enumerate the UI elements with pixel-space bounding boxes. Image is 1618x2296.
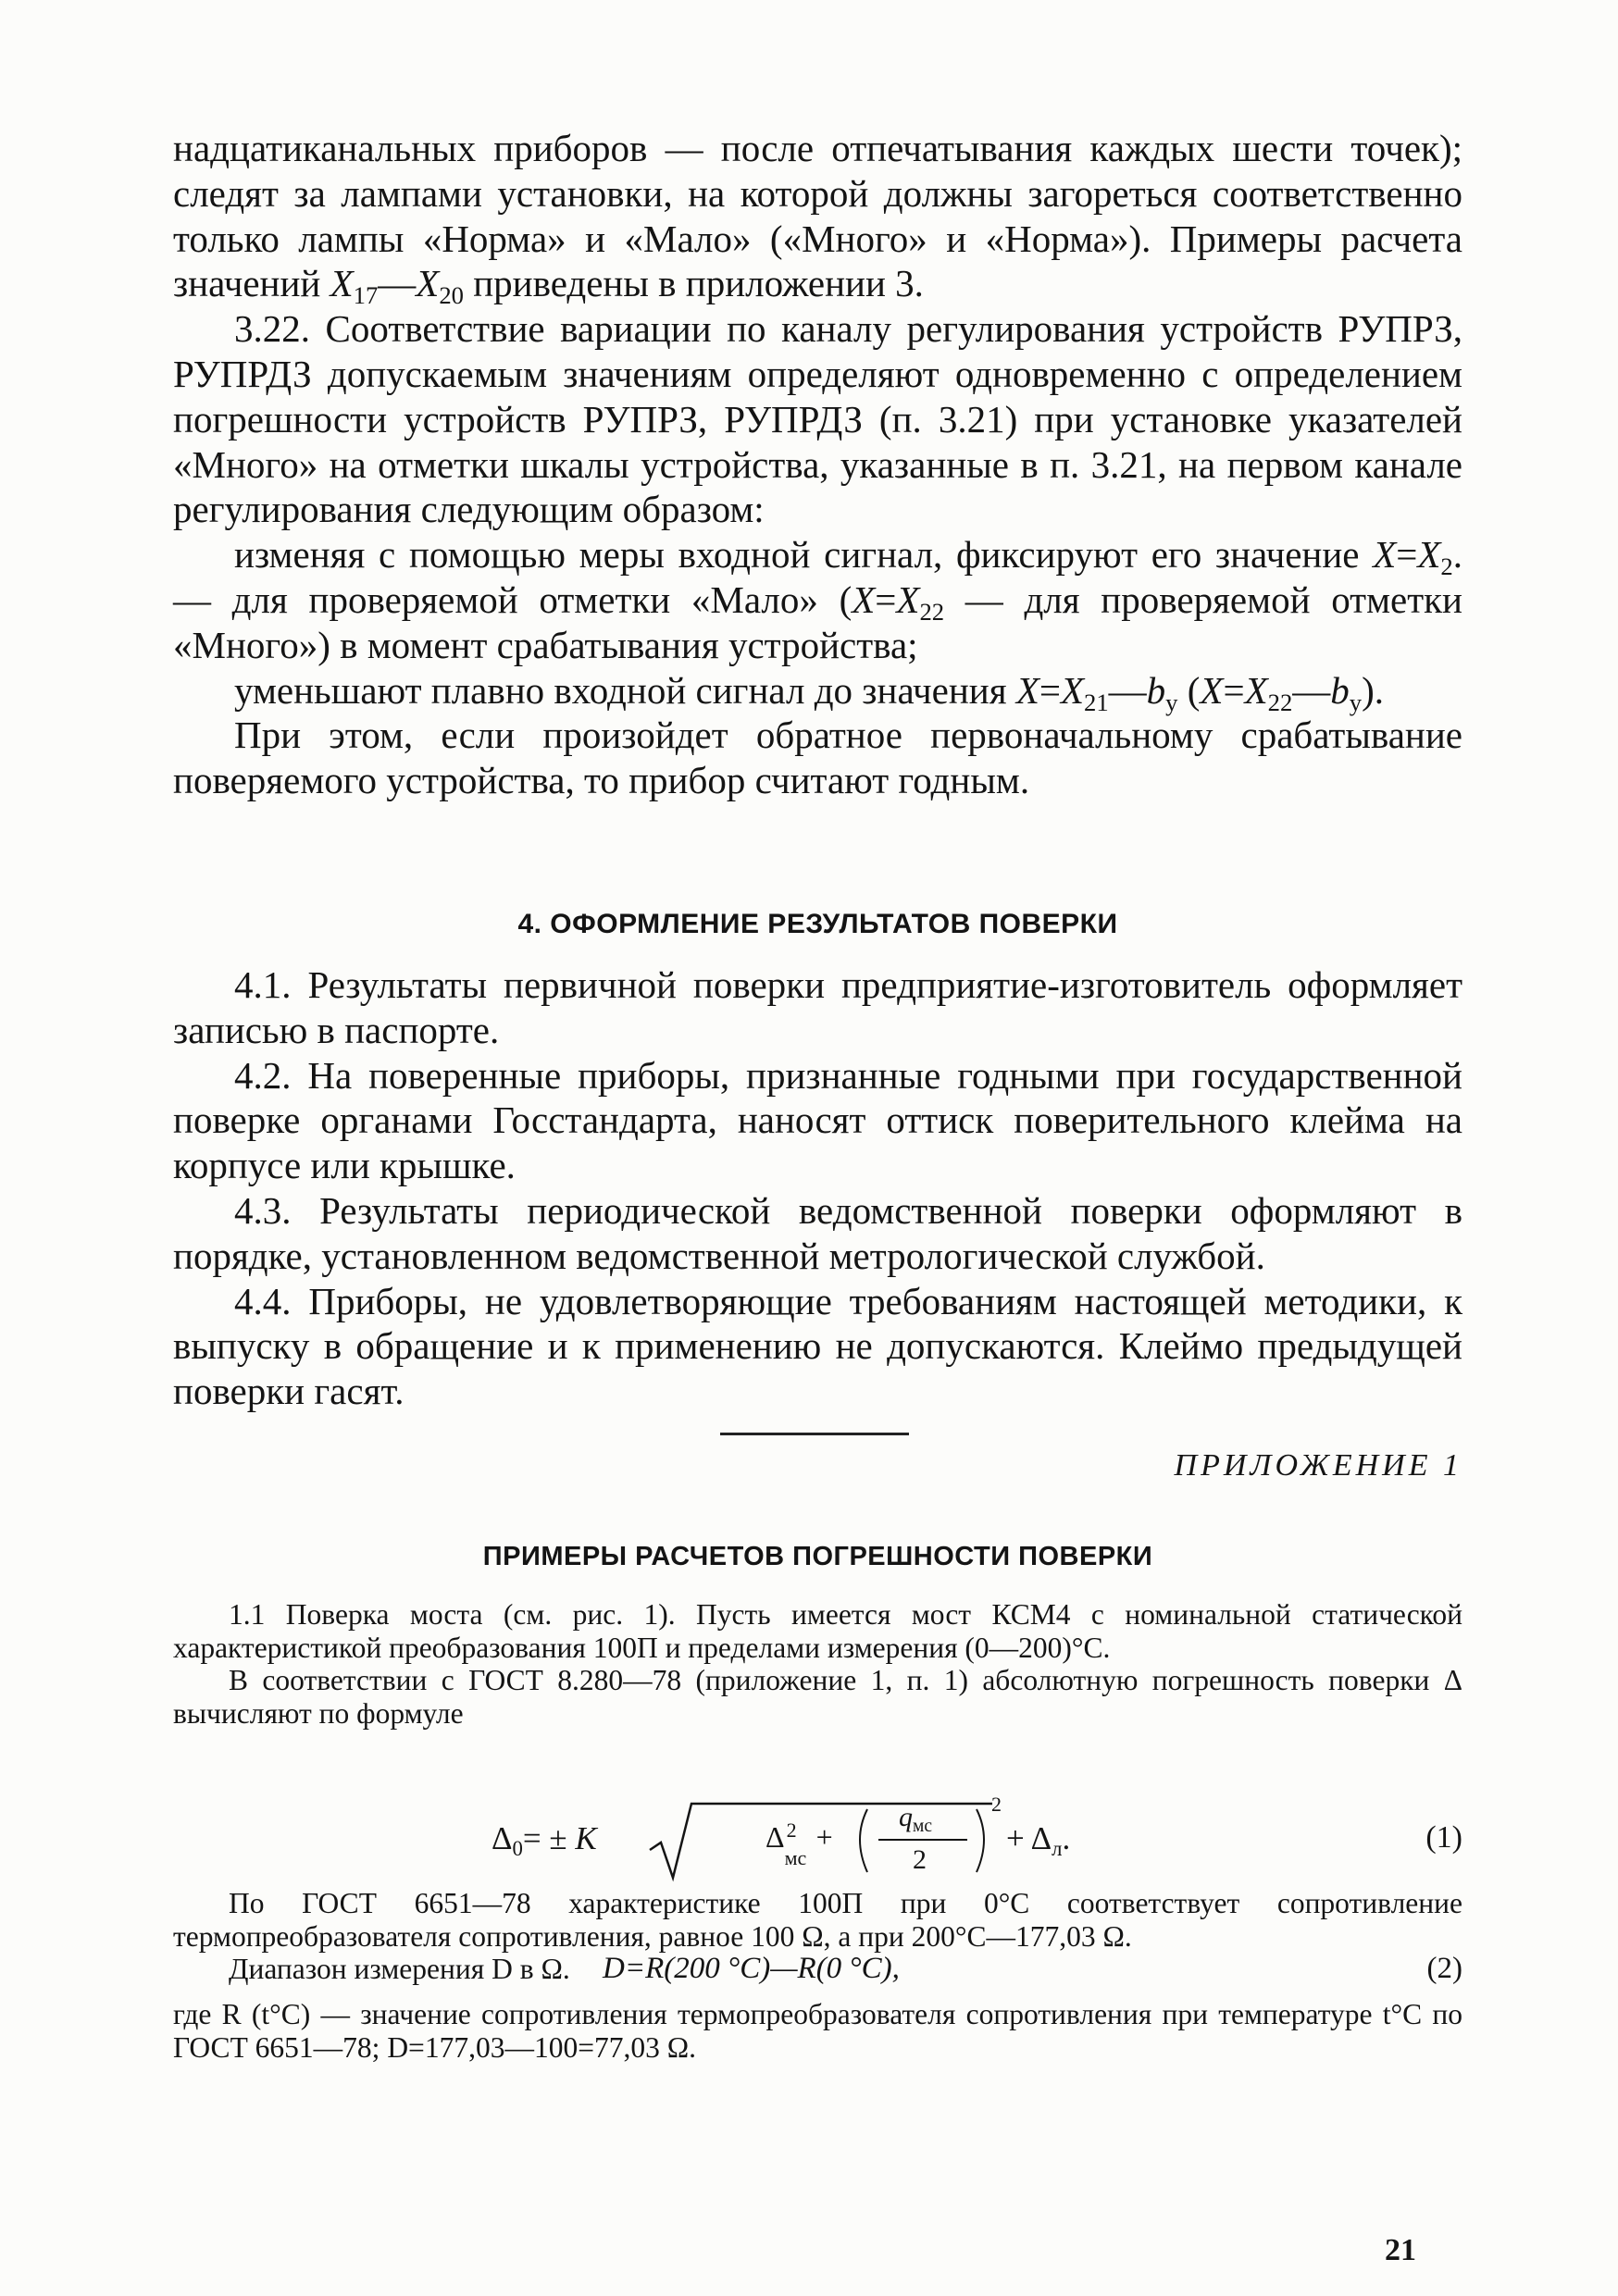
subscript: мс [913, 1816, 932, 1836]
paren: ). [1362, 668, 1384, 712]
subscript: мс [784, 1846, 807, 1869]
paren: ( [1187, 668, 1201, 712]
subscript: л [1052, 1836, 1063, 1860]
subscript: 22 [919, 597, 945, 626]
section-heading: 4. ОФОРМЛЕНИЕ РЕЗУЛЬТАТОВ ПОВЕРКИ [517, 909, 1118, 939]
section-item: 4.3. Результаты периодической ведомственной поверки оформляют в порядке, установленном ведомственной метрологической службой. [173, 1188, 1462, 1277]
appendix-heading: ПРИМЕРЫ РАСЧЕТОВ ПОГРЕШНОСТИ ПОВЕРКИ [482, 1542, 1153, 1571]
separator-rule [720, 1433, 909, 1435]
equals: = [1223, 668, 1245, 712]
var-x: X [1200, 668, 1224, 712]
paragraph-text: . — для проверяемой отметки «Мало» ( [173, 533, 1462, 621]
formula-number: (2) [1426, 1952, 1462, 1985]
appendix-label: ПРИЛОЖЕНИЕ 1 [1174, 1448, 1462, 1483]
equals: = [875, 577, 897, 621]
paragraph: При этом, если произойдет обратное первоначальному срабатывание поверяемого устройства, то прибор считают годным. [173, 714, 1462, 802]
page-number: 21 [1385, 2233, 1416, 2267]
formula-numerator [899, 1802, 932, 1836]
var-b: b [1146, 668, 1166, 712]
formula-2-expression: D=R(200 °C)—R(0 °C), [603, 1952, 900, 1985]
appendix-text [173, 1598, 1462, 1730]
paragraph [173, 532, 1462, 667]
paragraph-text: надцатиканальных приборов — после отпечатывания каждых шести точек); следят за лампами установки, на которой должны загореться соответственно только лампы «Норма» и «Мало» («Много» и «Норма»). Примеры расчета значений [173, 127, 1462, 305]
equals-pm: = ± [522, 1820, 567, 1856]
formula-1 [173, 1793, 1462, 1885]
paragraph [173, 126, 1462, 310]
subscript: у [1349, 688, 1363, 716]
subscript: 22 [1267, 688, 1293, 716]
subscript: у [1165, 688, 1178, 716]
appendix-text-3 [173, 1998, 1462, 2064]
paragraph-text: изменяя с помощью меры входной сигнал, фиксируют его значение [234, 533, 1360, 577]
var-x: X [1417, 533, 1441, 577]
dash: — [1108, 668, 1147, 712]
subscript: 21 [1084, 688, 1109, 716]
var-k: K [575, 1820, 597, 1856]
section-item: 4.4. Приборы, не удовлетворяющие требованиям настоящей методики, к выпуску в обращение и к применению не допускаются. Клеймо предыдущей поверки гасят. [173, 1279, 1462, 1413]
paragraph [173, 668, 1462, 714]
subscript: 17 [353, 281, 379, 310]
paragraph-text: — для проверяемой отметки «Много») в момент срабатывания устройства; [173, 577, 1462, 666]
formula-power: 2 [991, 1793, 1002, 1816]
var-x: X [330, 262, 354, 305]
delta-symbol: Δ [492, 1820, 513, 1856]
paragraph: 1.1 Поверка моста (см. рис. 1). Пусть имеется мост КСМ4 с номинальной статической характеристикой преобразования 100П и пределами измерения (0—200)°С. [173, 1598, 1462, 1664]
plus: + [1006, 1820, 1025, 1856]
subscript: 0 [512, 1836, 523, 1860]
section4-text [173, 962, 1462, 1414]
var-x: X [852, 577, 876, 621]
var-x: X [416, 262, 440, 305]
subscript: 20 [439, 281, 464, 310]
subscript: 2 [1440, 552, 1453, 581]
paragraph: По ГОСТ 6651—78 характеристике 100П при 0°С соответствует сопротивление термопреобразователя сопротивления, равное 100 Ω, а при 200°С—177,03 Ω. [173, 1887, 1462, 1953]
paragraph-text: приведены в приложении 3. [473, 262, 924, 305]
section-item: 4.2. На поверенные приборы, признанные годными при государственной поверке органами Госстандарта, наносят оттиск поверительного клейма на корпусе или крышке. [173, 1053, 1462, 1187]
period: . [1062, 1820, 1071, 1856]
delta-symbol: Δ [1030, 1820, 1052, 1856]
paragraph: В соответствии с ГОСТ 8.280—78 (приложение 1, п. 1) абсолютную погрешность поверки Δ вычисляют по формуле [173, 1664, 1462, 1730]
formula-tail [1006, 1820, 1071, 1860]
equals: = [1396, 533, 1418, 577]
delta-symbol: Δ [765, 1820, 785, 1854]
var-x: X [896, 577, 920, 621]
paragraph-text: уменьшают плавно входной сигнал до значения [234, 668, 1007, 712]
formula-denominator: 2 [913, 1844, 927, 1875]
dash: — [1292, 668, 1331, 712]
equals: = [1039, 668, 1061, 712]
formula-radicand [765, 1818, 833, 1869]
var-x: X [1015, 668, 1039, 712]
section-item: 4.1. Результаты первичной поверки предприятие-изготовитель оформляет записью в паспорте. [173, 963, 1462, 1051]
paragraph: 3.22. Соответствие вариации по каналу регулирования устройств РУПРЗ, РУПРДЗ допускаемым значениям определяют одновременно с определением погрешности устройств РУПРЗ, РУПРДЗ (п. 3.21) при установке указателей «Много» на отметки шкалы устройства, указанные в п. 3.21, на первом канале регулирования следующим образом: [173, 307, 1462, 531]
superscript: 2 [786, 1818, 797, 1842]
continuation-text [173, 126, 1462, 803]
formula-lhs [492, 1820, 597, 1860]
var-q: q [899, 1802, 913, 1832]
plus: + [815, 1820, 833, 1854]
var-b: b [1330, 668, 1350, 712]
paragraph: где R (t°C) — значение сопротивления термопреобразователя сопротивления при температуре t°С по ГОСТ 6651—78; D=177,03—100=77,03 Ω. [173, 1998, 1462, 2064]
paragraph: Диапазон измерения D в Ω. [229, 1953, 570, 1985]
var-x: X [1244, 668, 1268, 712]
dash: — [378, 262, 417, 305]
formula-number: (1) [1425, 1820, 1462, 1855]
var-x: X [1373, 533, 1397, 577]
var-x: X [1060, 668, 1085, 712]
